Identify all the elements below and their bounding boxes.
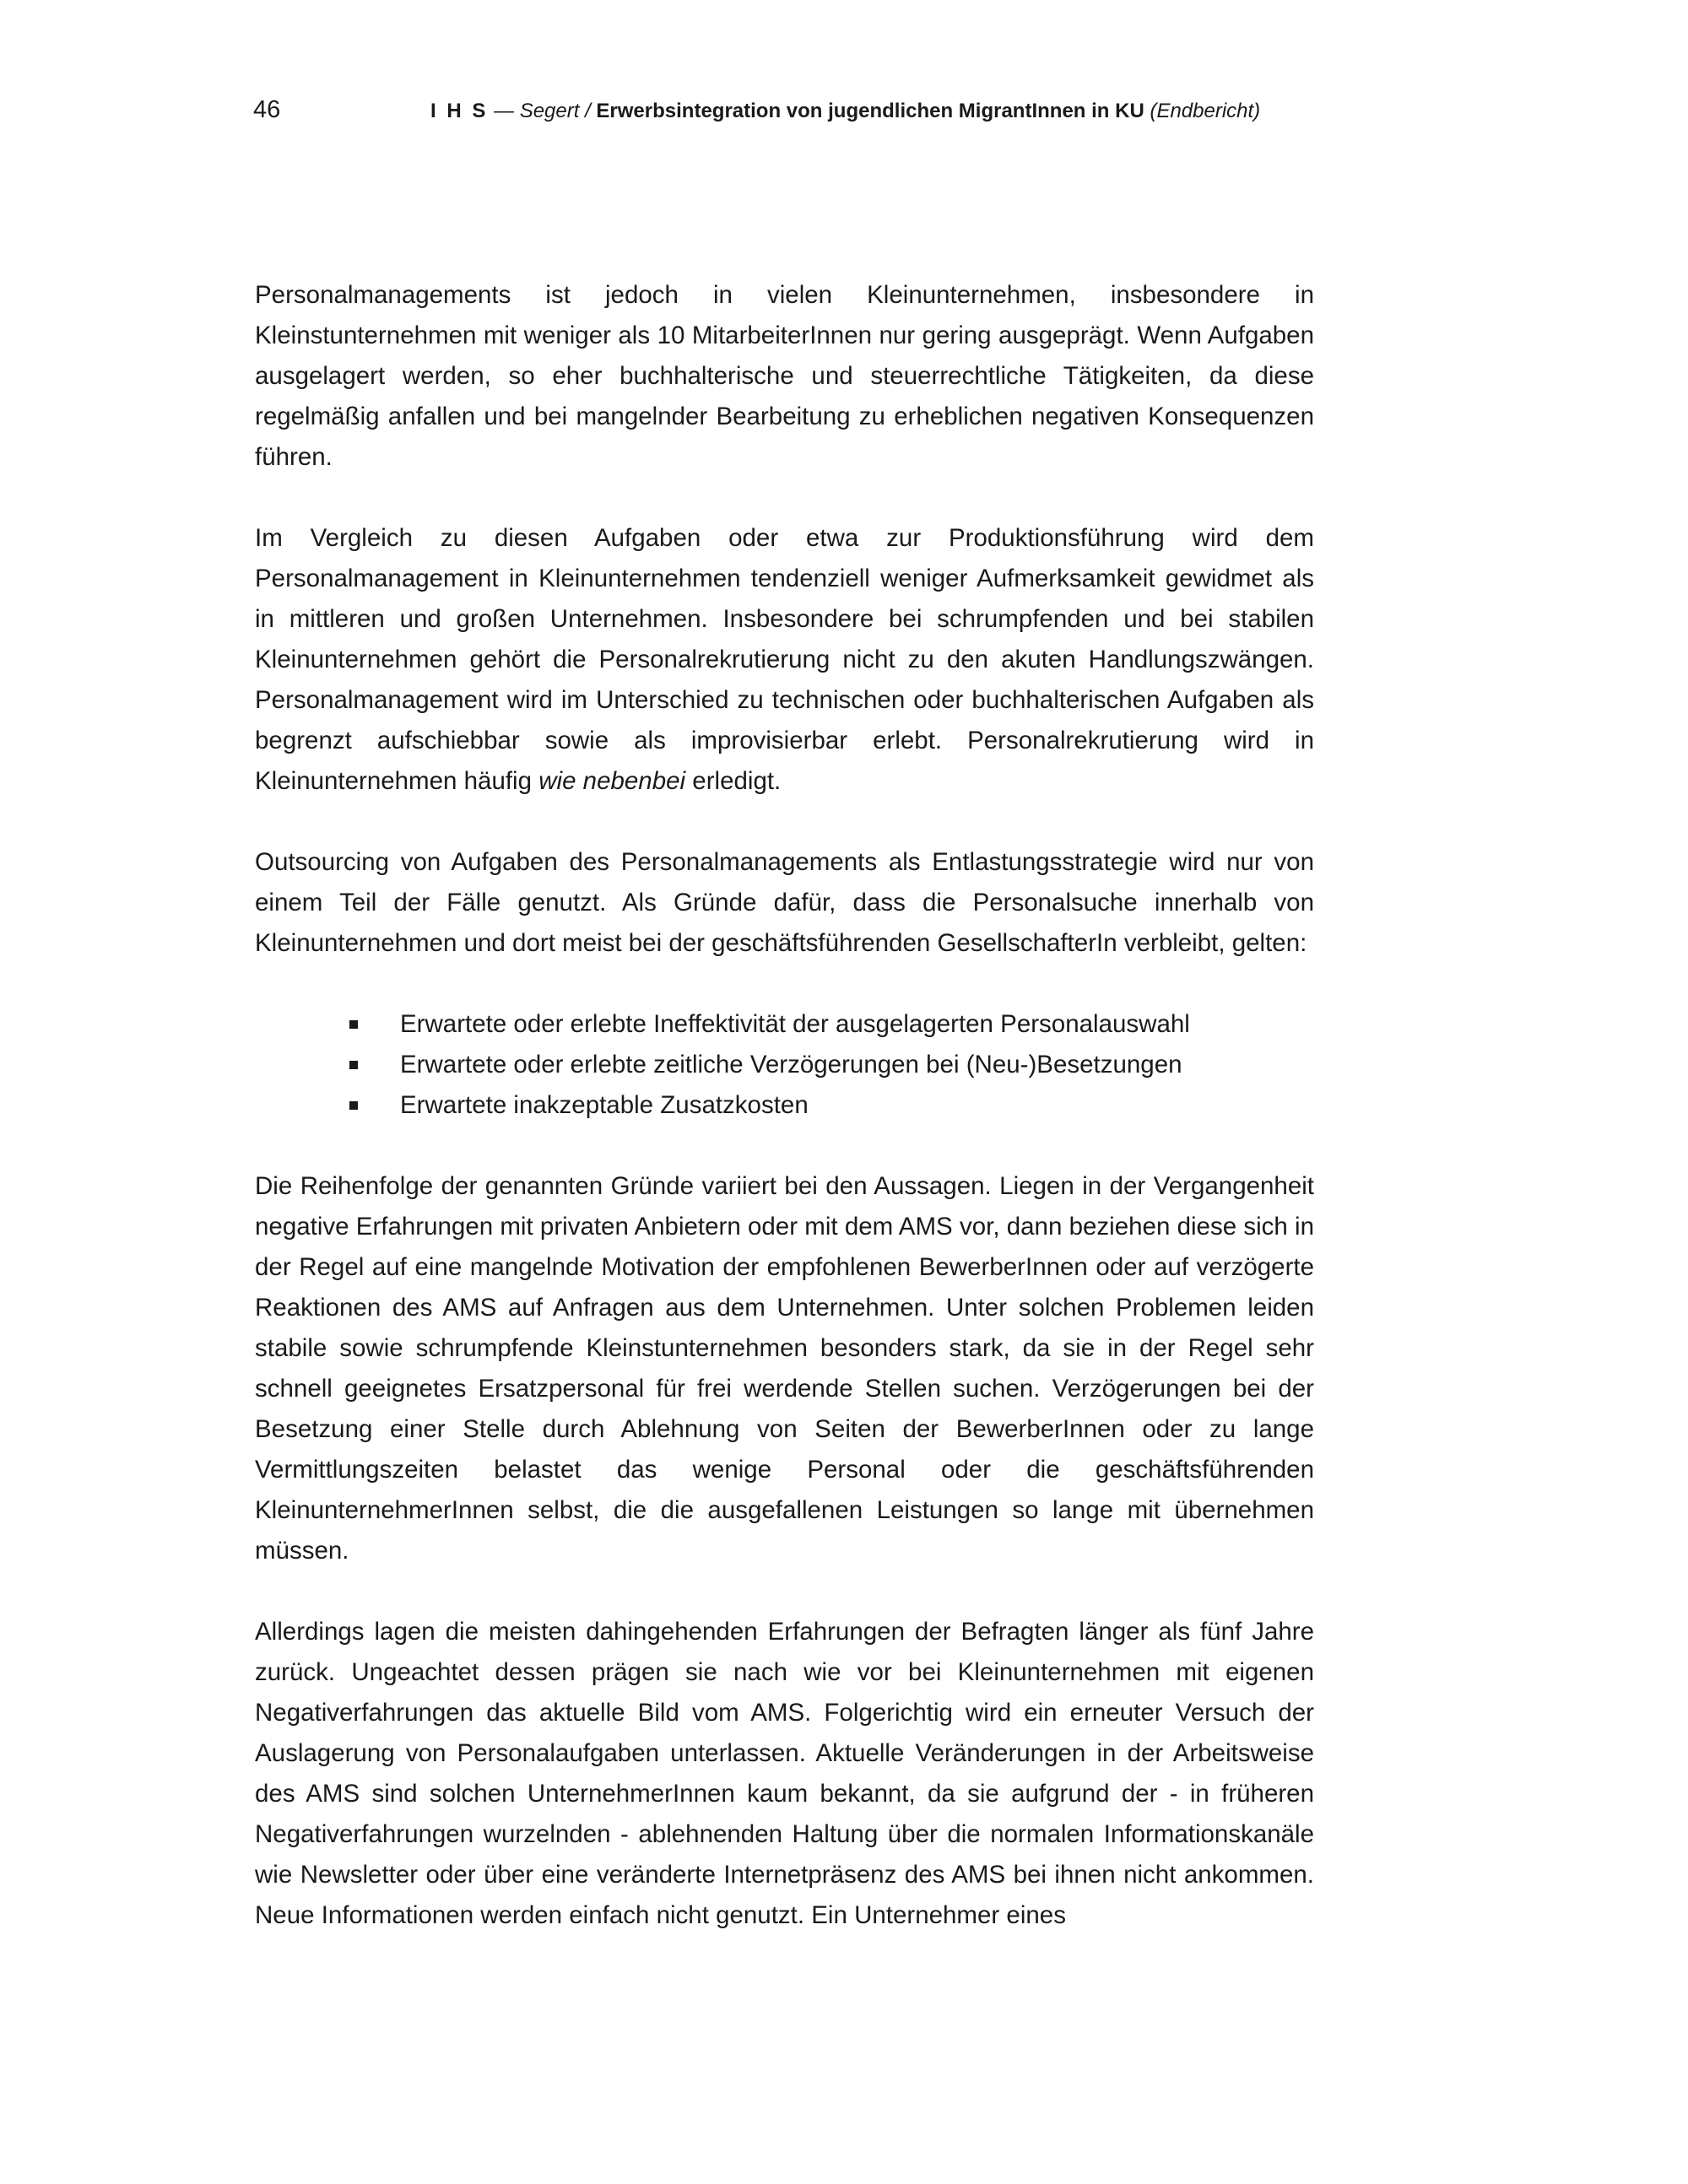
square-bullet-icon: [349, 1101, 358, 1110]
paragraph-2-emphasis: wie nebenbei: [538, 767, 686, 795]
paragraph-2-text: Im Vergleich zu diesen Aufgaben oder etwa zur Produktionsführung wird dem Personalmanagement in Kleinunternehmen tendenziell weniger Aufmerksamkeit gewidmet als in mittleren und großen Unternehmen. Insbesondere bei schrumpfenden und bei stabilen Kleinunternehmen gehört die Personalrekrutierung nicht zu den akuten Handlungszwängen. Personalmanagement wird im Unterschied zu technischen oder buchhalterischen Aufgaben als begrenzt aufschiebbar sowie als improvisierbar erlebt. Personalrekrutierung wird in Kleinunternehmen häufig: [255, 524, 1314, 795]
paragraph-1: Personalmanagements ist jedoch in vielen Kleinunternehmen, insbesondere in Kleinstunternehmen mit weniger als 10 MitarbeiterInnen nur gering ausgeprägt. Wenn Aufgaben ausgelagert werden, so eher buchhalterische und steuerrechtliche Tätigkeiten, da diese regelmäßig anfallen und bei mangelnder Bearbeitung zu erheblichen negativen Konsequenzen führen.: [255, 281, 1314, 471]
square-bullet-icon: [349, 1061, 358, 1069]
header-institution: I H S: [430, 100, 489, 122]
list-item: [255, 1045, 1314, 1085]
paragraph-2: [255, 518, 1314, 802]
reasons-list: [255, 1004, 1314, 1126]
list-item-text: Erwartete inakzeptable Zusatzkosten: [400, 1091, 809, 1119]
running-header: [253, 93, 1317, 127]
paragraph-4: Die Reihenfolge der genannten Gründe variiert bei den Aussagen. Liegen in der Vergangenheit negative Erfahrungen mit privaten Anbietern oder mit dem AMS vor, dann beziehen diese sich in der Regel auf eine mangelnde Motivation der empfohlenen BewerberInnen oder auf verzögerte Reaktionen des AMS auf Anfragen aus dem Unternehmen. Unter solchen Problemen leiden stabile sowie schrumpfende Kleinstunternehmen besonders stark, da sie in der Regel sehr schnell geeignetes Ersatzpersonal für frei werdende Stellen suchen. Verzögerungen bei der Besetzung einer Stelle durch Ablehnung von Seiten der BewerberInnen oder zu lange Vermittlungszeiten belastet das wenige Personal oder die geschäftsführenden KleinunternehmerInnen selbst, die die ausgefallenen Leistungen so lange mit übernehmen müssen.: [255, 1172, 1314, 1565]
body-text: [255, 275, 1314, 1976]
square-bullet-icon: [349, 1020, 358, 1029]
list-item-text: Erwartete oder erlebte zeitliche Verzögerungen bei (Neu-)Besetzungen: [400, 1051, 1182, 1078]
list-item-text: Erwartete oder erlebte Ineffektivität der ausgelagerten Personalauswahl: [400, 1010, 1190, 1038]
list-item: [255, 1004, 1314, 1045]
page-number: 46: [253, 96, 281, 123]
paragraph-2-end: erledigt.: [685, 767, 782, 795]
list-item: [255, 1085, 1314, 1126]
header-title: [430, 95, 1260, 128]
header-author: Segert /: [519, 100, 597, 122]
header-separator: —: [488, 100, 520, 122]
header-report-title: Erwerbsintegration von jugendlichen MigrantInnen in KU: [596, 100, 1144, 122]
paragraph-5: Allerdings lagen die meisten dahingehenden Erfahrungen der Befragten länger als fünf Jahre zurück. Ungeachtet dessen prägen sie nach wie vor bei Kleinunternehmen mit eigenen Negativerfahrungen das aktuelle Bild vom AMS. Folgerichtig wird ein erneuter Versuch der Auslagerung von Personalaufgaben unterlassen. Aktuelle Veränderungen in der Arbeitsweise des AMS sind solchen UnternehmerInnen kaum bekannt, da sie aufgrund der - in früheren Negativerfahrungen wurzelnden - ablehnenden Haltung über die normalen Informationskanäle wie Newsletter oder über eine veränderte Internetpräsenz des AMS bei ihnen nicht ankommen. Neue Informationen werden einfach nicht genutzt. Ein Unternehmer eines: [255, 1618, 1314, 1929]
paragraph-3: Outsourcing von Aufgaben des Personalmanagements als Entlastungsstrategie wird nur von einem Teil der Fälle genutzt. Als Gründe dafür, dass die Personalsuche innerhalb von Kleinunternehmen und dort meist bei der geschäftsführenden GesellschafterIn verbleibt, gelten:: [255, 848, 1314, 957]
header-report-type: (Endbericht): [1144, 100, 1261, 122]
